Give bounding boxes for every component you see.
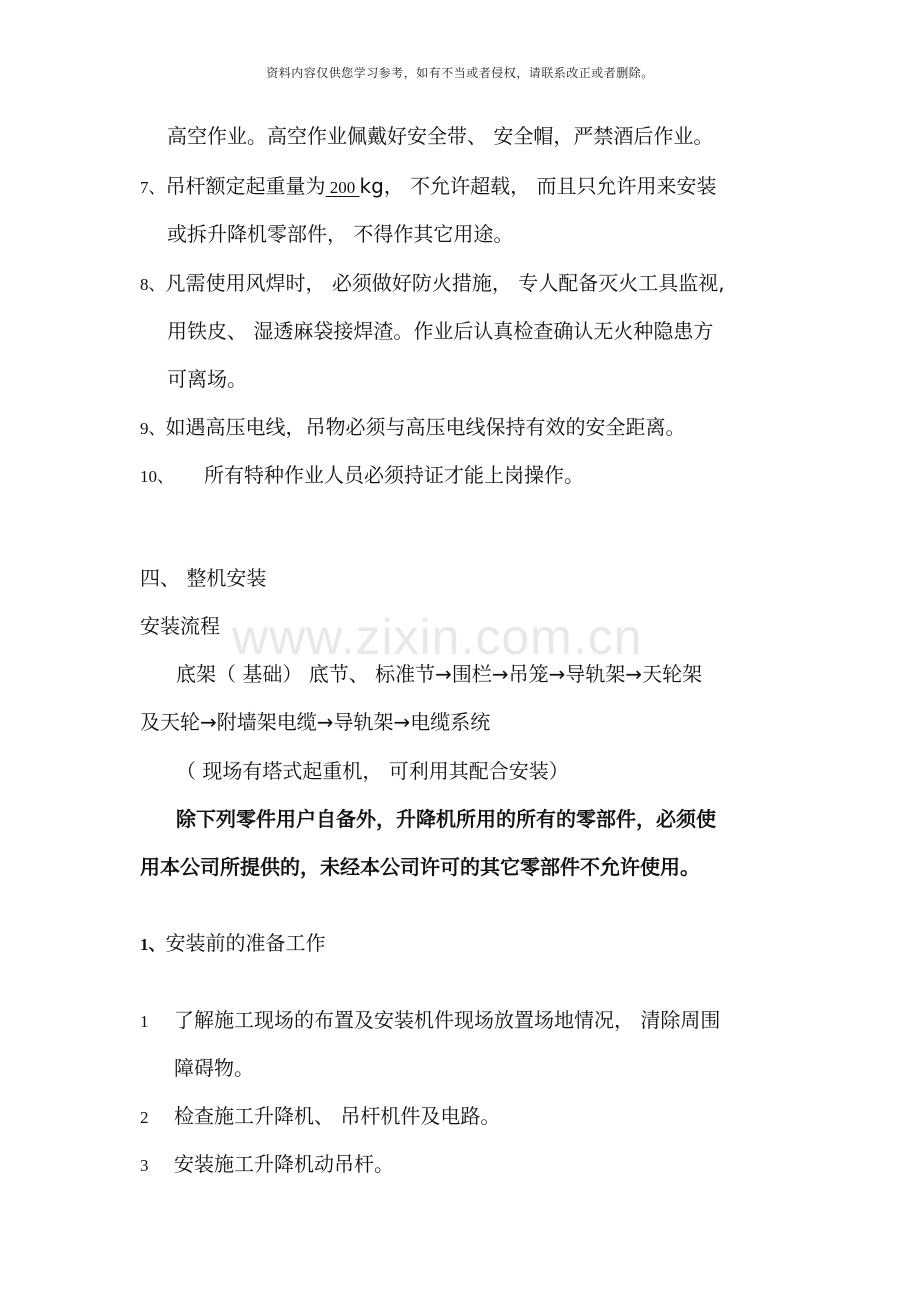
item10-text: 所有特种作业人员必须持证才能上岗操作。: [204, 463, 584, 487]
prep-item2-number: [140, 1102, 149, 1132]
prep-item2-num: 2: [140, 1108, 149, 1127]
prep-item2-line1: 检查施工升降机、 吊杆机件及电路。: [174, 1104, 501, 1128]
item8-line2: 用铁皮、 湿透麻袋接焊渣。作业后认真检查确认无火种隐患方: [167, 319, 714, 343]
item8-number: 8、: [140, 275, 166, 294]
prep-item1-line1: 了解施工现场的布置及安装机件现场放置场地情况， 清除周围: [174, 1008, 721, 1032]
item7-line2: 或拆升降机零部件， 不得作其它用途。: [167, 222, 514, 246]
item10-line: [140, 461, 174, 491]
header-disclaimer: 资料内容仅供您学习参考，如有不当或者侵权，请联系改正或者删除。: [266, 66, 654, 80]
item9-text: 如遇高压电线，吊物必须与高压电线保持有效的安全距离。: [165, 415, 686, 439]
prep-heading: [140, 929, 326, 959]
item6-continuation: 高空作业。高空作业佩戴好安全带、 安全帽，严禁酒后作业。: [167, 124, 714, 148]
watermark: www.zixin.com.cn: [232, 609, 643, 665]
item8-text: 凡需使用风焊时， 必须做好防火措施， 专人配备灭火工具监视,: [165, 271, 725, 295]
item7-line1: [140, 172, 717, 202]
install-flow-note: （ 现场有塔式起重机， 可利用其配合安装）: [176, 759, 569, 783]
item7-number: 7、: [140, 178, 166, 197]
parts-requirement-line1: 除下列零件用户自备外，升降机所用的所有的零部件，必须使: [176, 807, 716, 831]
prep-item3-line1: 安装施工升降机动吊杆。: [174, 1152, 394, 1176]
section4-heading: 四、 整机安装: [140, 566, 267, 590]
item9-number: 9、: [140, 419, 166, 438]
prep-item1-number: [140, 1006, 149, 1036]
parts-requirement-line2: 用本公司所提供的，未经本公司许可的其它零部件不允许使用。: [140, 855, 700, 879]
item9-line: [140, 413, 686, 443]
prep-heading-text: 安装前的准备工作: [165, 931, 326, 955]
install-flow-line1: 底架（ 基础） 底节、 标准节→围栏→吊笼→导轨架→天轮架: [176, 662, 703, 686]
item7-text-after: kg， 不允许超载， 而且只允许用来安装: [359, 174, 717, 198]
item7-text-before: 吊杆额定起重量为: [165, 174, 326, 198]
prep-heading-number: 1、: [140, 935, 166, 954]
item7-capacity-value: 200: [325, 178, 360, 197]
install-process-heading: 安装流程: [140, 614, 220, 638]
item8-line3: 可离场。: [167, 367, 247, 391]
item10-number: 10、: [140, 467, 174, 486]
item8-line1: [140, 269, 725, 299]
install-flow-line2: 及天轮→附墙架电缆→导轨架→电缆系统: [140, 710, 491, 734]
prep-item1-num: 1: [140, 1012, 149, 1031]
prep-item1-line2: 障碍物。: [174, 1056, 254, 1080]
prep-item3-number: [140, 1150, 149, 1180]
prep-item3-num: 3: [140, 1156, 149, 1175]
